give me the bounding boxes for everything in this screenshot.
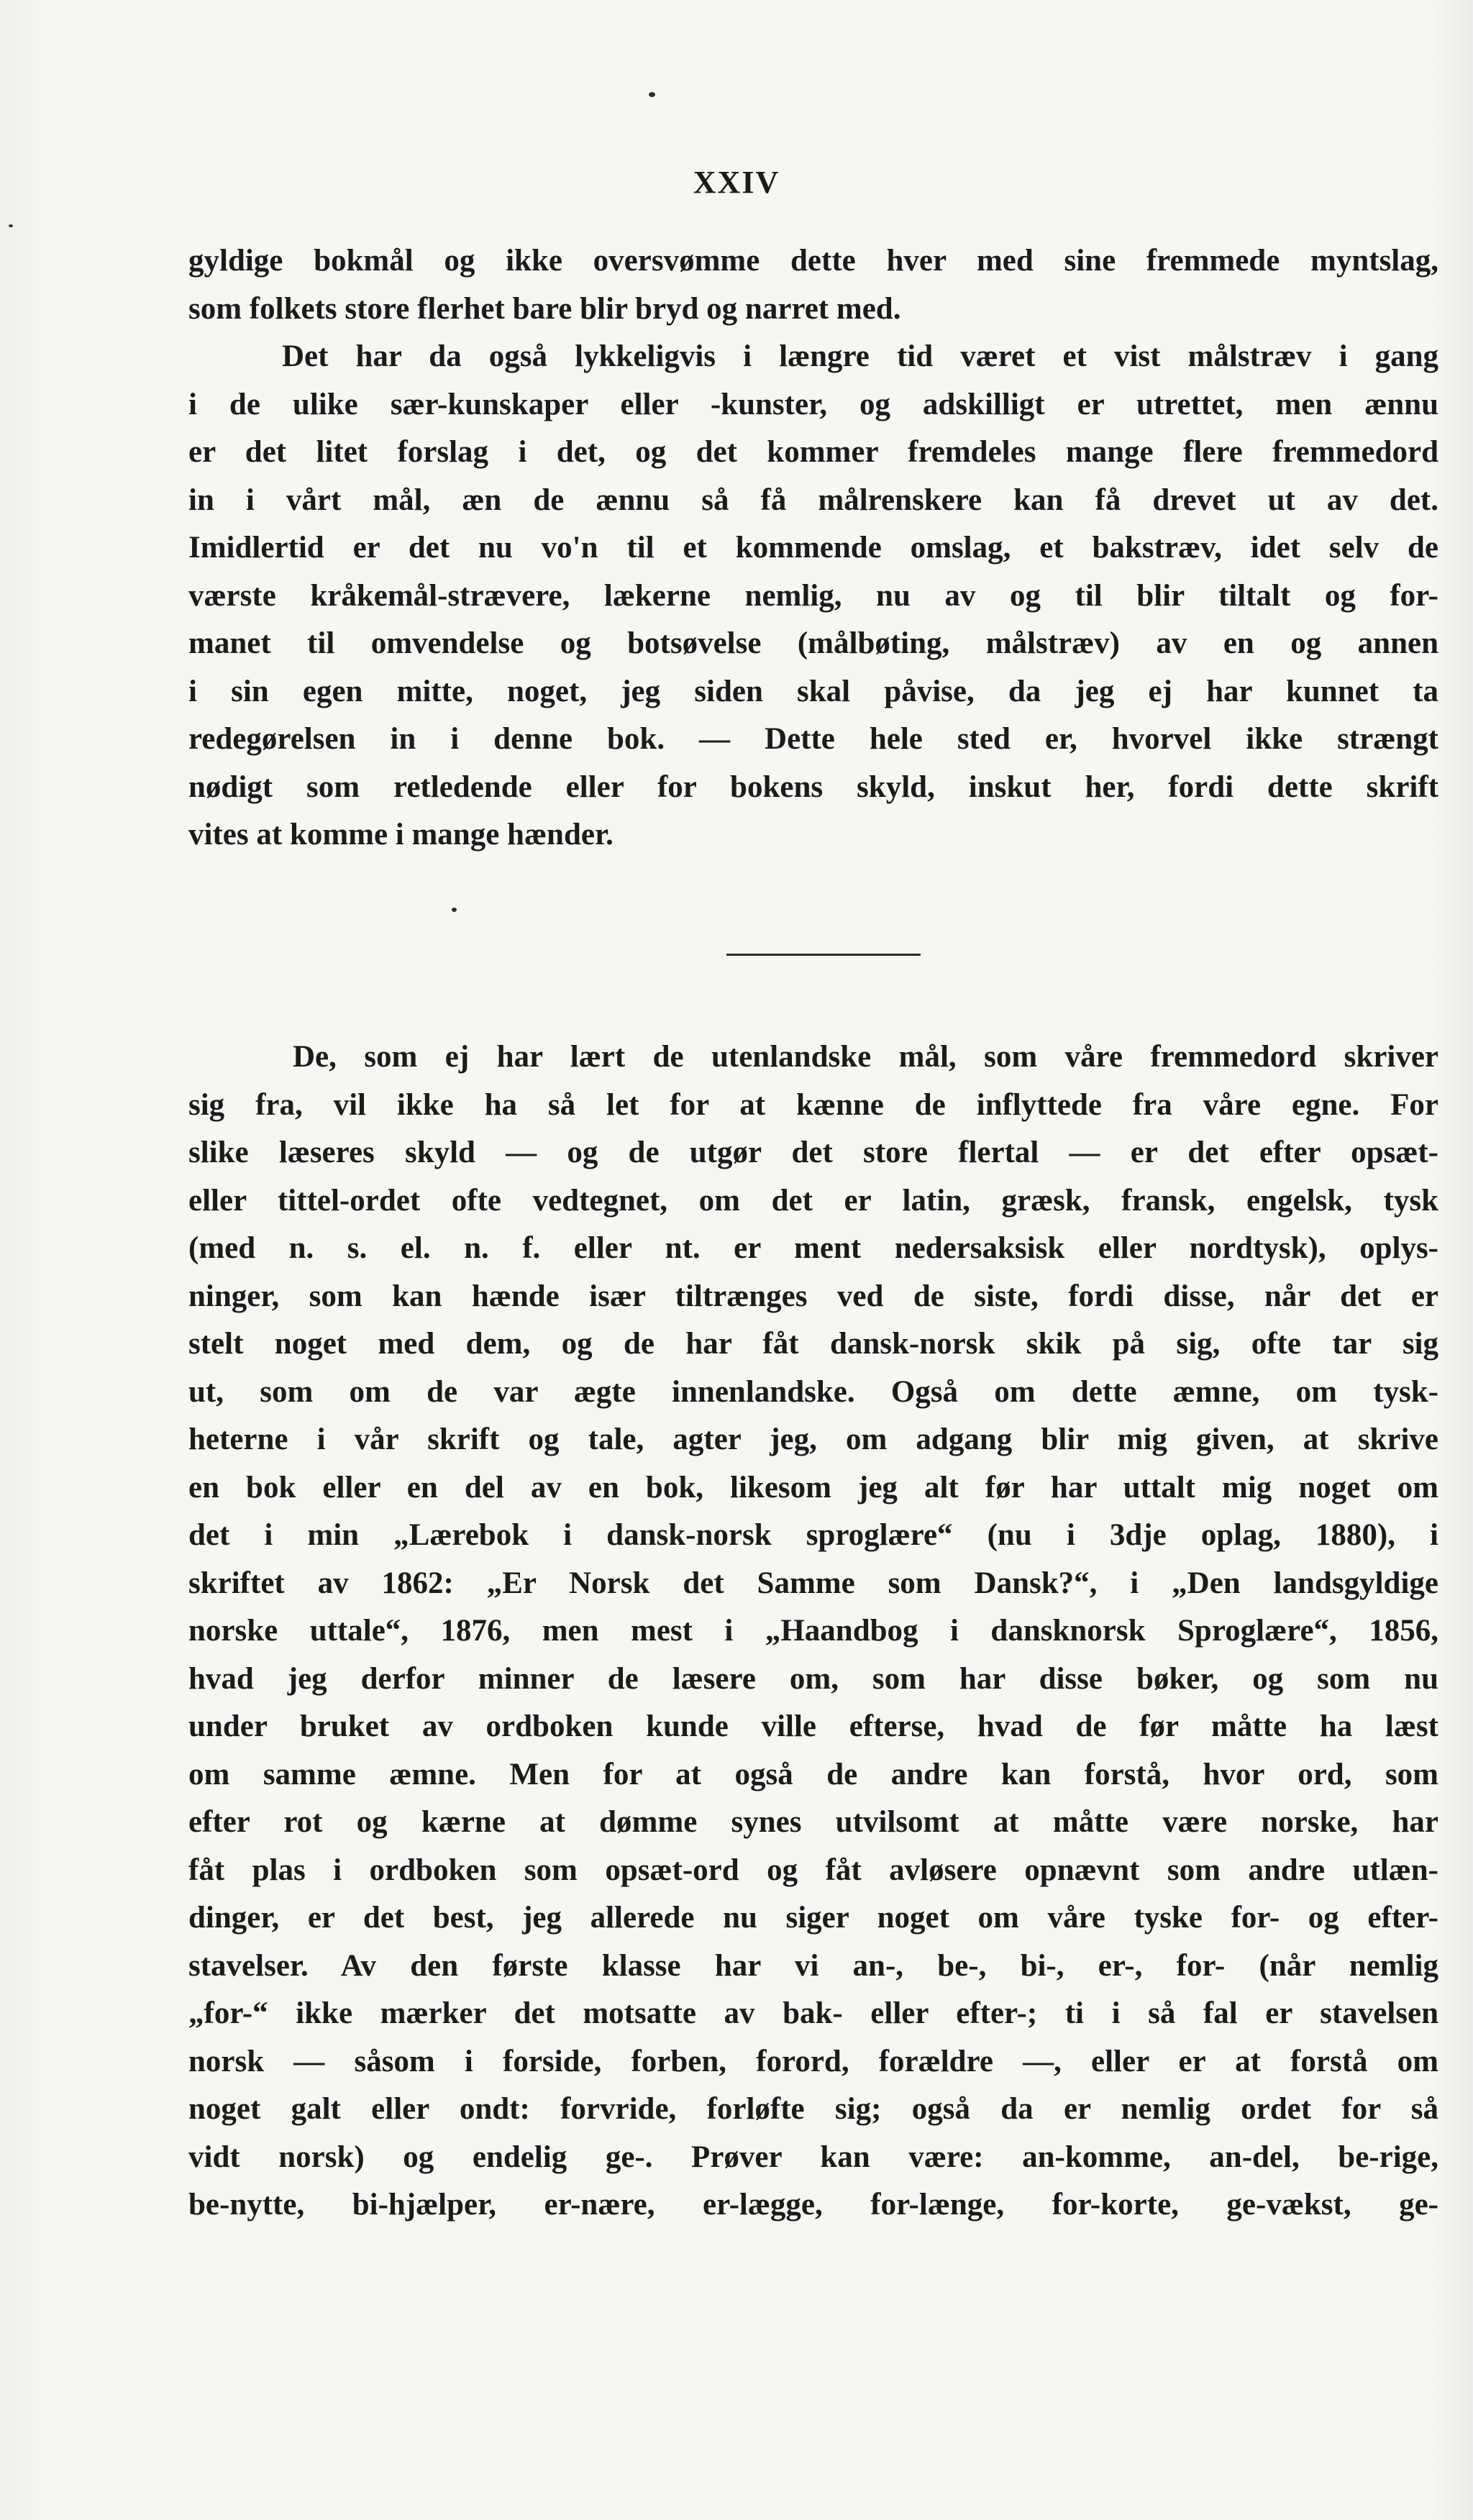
text-line: Imidlertid er det nu vo'n til et kommende omslag, et bakstræv, idet selv de: [188, 531, 1438, 565]
text-line: stelt noget med dem, og de har fåt dansk-norsk skik på sig, ofte tar sig: [188, 1327, 1438, 1361]
section-divider: [726, 954, 921, 956]
text-line: skriftet av 1862: „Er Norsk det Samme som Dansk?“, i „Den landsgyldige: [188, 1566, 1438, 1600]
text-line: en bok eller en del av en bok, likesom jeg alt før har uttalt mig noget om: [188, 1470, 1438, 1505]
text-line: i sin egen mitte, noget, jeg siden skal påvise, da jeg ej har kunnet ta: [188, 674, 1438, 708]
text-line: De, som ej har lært de utenlandske mål, som våre fremmedord skriver: [293, 1040, 1438, 1074]
text-line: manet til omvendelse og botsøvelse (målbøting, målstræv) av en og annen: [188, 626, 1438, 660]
text-line: redegørelsen in i denne bok. — Dette hele sted er, hvorvel ikke strængt: [188, 722, 1438, 756]
ink-speck: [9, 224, 13, 227]
ink-speck: [452, 908, 457, 912]
text-line: efter rot og kærne at dømme synes utvilsomt at måtte være norske, har: [188, 1805, 1438, 1839]
text-line: heterne i vår skrift og tale, agter jeg, om adgang blir mig given, at skrive: [188, 1423, 1438, 1456]
text-line: in i vårt mål, æn de ænnu så få målrenskere kan få drevet ut av det.: [188, 483, 1438, 517]
text-line: i de ulike sær-kunskaper eller -kunster, og adskilligt er utrettet, men ænnu: [188, 387, 1438, 421]
text-section-2: [188, 1033, 1438, 2229]
text-line: nødigt som retledende eller for bokens skyld, inskut her, fordi dette skrift: [188, 770, 1438, 804]
text-line: noget galt eller ondt: forvride, forløfte sig; også da er nemlig ordet for så: [188, 2092, 1438, 2126]
text-section-1: [188, 237, 1438, 859]
text-line: sig fra, vil ikke ha så let for at kænne de inflyttede fra våre egne. For: [188, 1087, 1438, 1122]
text-line: under bruket av ordboken kunde ville efterse, hvad de før måtte ha læst: [188, 1709, 1438, 1743]
text-line: værste kråkemål-strævere, lækerne nemlig, nu av og til blir tiltalt og for-: [188, 578, 1438, 613]
text-line: be-nytte, bi-hjælper, er-nære, er-lægge, for-længe, for-korte, ge-vækst, ge-: [188, 2188, 1438, 2222]
text-line: dinger, er det best, jeg allerede nu siger noget om våre tyske for- og efter-: [188, 1901, 1438, 1935]
text-line: hvad jeg derfor minner de læsere om, som har disse bøker, og som nu: [188, 1661, 1438, 1696]
text-line: eller tittel-ordet ofte vedtegnet, om det er latin, græsk, fransk, engelsk, tysk: [188, 1183, 1438, 1218]
text-line: ninger, som kan hænde især tiltrænges ved de siste, fordi disse, når det er: [188, 1279, 1438, 1313]
text-line: (med n. s. el. n. f. eller nt. er ment nedersaksisk eller nordtysk), oplys-: [188, 1231, 1438, 1265]
text-line: det i min „Lærebok i dansk-norsk sproglære“ (nu i 3dje oplag, 1880), i: [188, 1518, 1438, 1552]
text-line: vites at komme i mange hænder.: [188, 818, 614, 852]
text-line: Det har da også lykkeligvis i længre tid været et vist målstræv i gang: [282, 339, 1438, 373]
text-line: gyldige bokmål og ikke oversvømme dette hver med sine fremmede myntslag,: [188, 244, 1438, 278]
text-line: norsk — såsom i forside, forben, forord, forældre —, eller er at forstå om: [188, 2044, 1438, 2078]
text-line: slike læseres skyld — og de utgør det store flertal — er det efter opsæt-: [188, 1136, 1438, 1169]
text-line: norske uttale“, 1876, men mest i „Haandbog i dansknorsk Sproglære“, 1856,: [188, 1614, 1438, 1648]
text-line: om samme æmne. Men for at også de andre kan forstå, hvor ord, som: [188, 1757, 1438, 1791]
text-line: er det litet forslag i det, og det kommer fremdeles mange flere fremmedord: [188, 435, 1438, 469]
page-number: XXIV: [693, 165, 780, 200]
text-line: stavelser. Av den første klasse har vi an-, be-, bi-, er-, for- (når nemlig: [188, 1948, 1438, 1983]
text-line: „for-“ ikke mærker det motsatte av bak- eller efter-; ti i så fal er stavelsen: [188, 1996, 1438, 2030]
text-line: vidt norsk) og endelig ge-. Prøver kan være: an-komme, an-del, be-rige,: [188, 2140, 1438, 2174]
text-line: fåt plas i ordboken som opsæt-ord og fåt avløsere opnævnt som andre utlæn-: [188, 1853, 1438, 1887]
text-line: ut, som om de var ægte innenlandske. Også om dette æmne, om tysk-: [188, 1374, 1438, 1409]
text-line: som folkets store flerhet bare blir bryd og narret med.: [188, 291, 901, 326]
ink-speck: [649, 92, 655, 97]
